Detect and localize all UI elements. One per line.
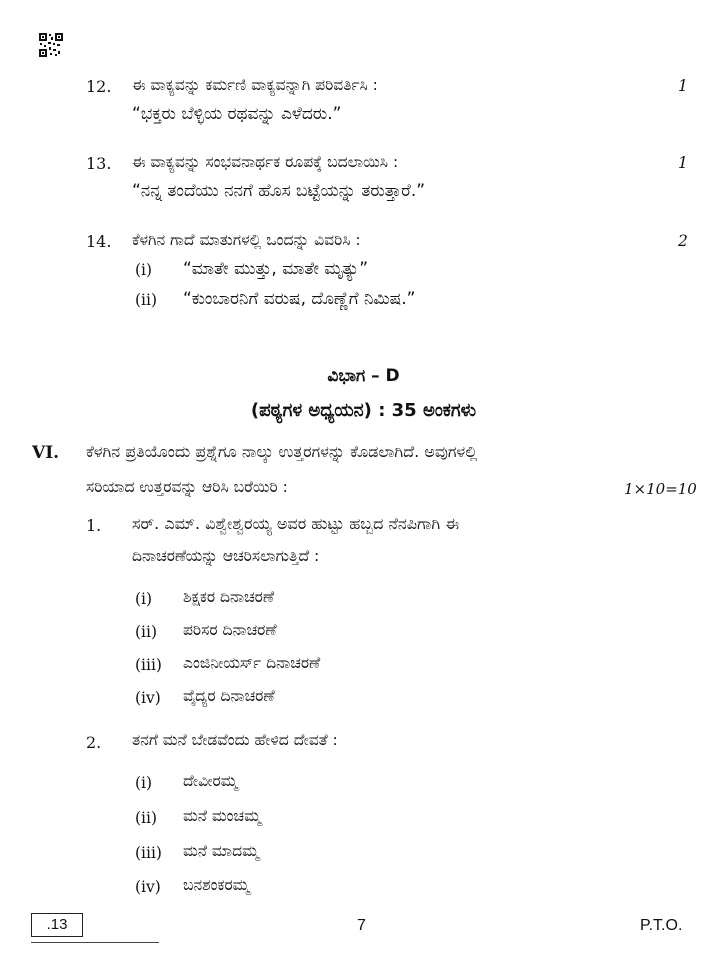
question-14-number: 14. bbox=[86, 232, 112, 251]
question-12-marks: 1 bbox=[678, 77, 688, 95]
mcq-1-option-text: ವೈದ್ಯರ ದಿನಾಚರಣೆ bbox=[183, 687, 275, 705]
mcq-1-option-label: (i) bbox=[135, 590, 153, 608]
qr-code-icon bbox=[39, 33, 63, 57]
please-turn-over: P.T.O. bbox=[640, 917, 683, 934]
mcq-1-option-text: ಶಿಕ್ಷಕರ ದಿನಾಚರಣೆ bbox=[183, 588, 275, 606]
question-12-text: ಈ ವಾಕ್ಯವನ್ನು ಕರ್ಮಣಿ ವಾಕ್ಯವನ್ನಾಗಿ ಪರಿವರ್ತಿಸಿ : bbox=[132, 76, 378, 94]
mcq-1-option-label: (iv) bbox=[135, 689, 161, 707]
question-12-quote: “ಭಕ್ತರು ಬೆಳ್ಳಿಯ ರಥವನ್ನು ಎಳೆದರು.” bbox=[132, 104, 342, 124]
question-13-number: 13. bbox=[86, 154, 112, 173]
section-subtitle-marks: : 35 ಅಂಕಗಳು bbox=[378, 400, 477, 421]
mcq-1-option-label: (iii) bbox=[135, 656, 162, 674]
mcq-2-option-label: (iii) bbox=[135, 844, 162, 862]
part-marks: 1×10=10 bbox=[624, 480, 697, 498]
question-14-option-label: (ii) bbox=[135, 291, 158, 309]
part-instructions-line1: ಕೆಳಗಿನ ಪ್ರತಿಯೊಂದು ಪ್ರಶ್ನೆಗೂ ನಾಲ್ಕು ಉತ್ತರಗಳನ್ನು ಕೊಡಲಾಗಿದೆ. ಅವುಗಳಲ್ಲಿ bbox=[86, 442, 478, 461]
question-13-quote: “ನನ್ನ ತಂದೆಯು ನನಗೆ ಹೊಸ ಬಟ್ಟೆಯನ್ನು ತರುತ್ತಾರೆ.” bbox=[132, 181, 426, 201]
mcq-1-option-text: ಪರಿಸರ ದಿನಾಚರಣೆ bbox=[183, 621, 277, 639]
mcq-2-option-label: (iv) bbox=[135, 878, 161, 896]
mcq-1-option-text: ಎಂಜಿನೀಯರ್ಸ್ ದಿನಾಚರಣೆ bbox=[183, 654, 321, 672]
question-14-option-text: “ಮಾತೇ ಮುತ್ತು, ಮಾತೇ ಮೃತ್ಯು” bbox=[183, 259, 369, 279]
mcq-2-option-text: ಮನೆ ಮಂಚಮ್ಮ bbox=[183, 807, 261, 825]
question-14-text: ಕೆಳಗಿನ ಗಾದೆ ಮಾತುಗಳಲ್ಲಿ ಒಂದನ್ನು ವಿವರಿಸಿ : bbox=[132, 231, 361, 249]
mcq-2-option-label: (ii) bbox=[135, 809, 158, 827]
question-13-marks: 1 bbox=[678, 154, 688, 172]
mcq-1-option-label: (ii) bbox=[135, 623, 158, 641]
section-subtitle-kannada: (ಪಠ್ಯಗಳ ಅಧ್ಯಯನ) bbox=[250, 400, 372, 421]
part-roman-numeral: VI. bbox=[32, 443, 60, 463]
mcq-2-option-text: ಬನಶಂಕರಮ್ಮ bbox=[183, 876, 250, 894]
page-number: 7 bbox=[357, 917, 366, 934]
mcq-2-text: ತನಗೆ ಮನೆ ಬೇಡವೆಂದು ಹೇಳಿದ ದೇವತೆ : bbox=[132, 731, 338, 749]
mcq-2-option-text: ದೇವೀರಮ್ಮ bbox=[183, 772, 238, 790]
mcq-2-option-text: ಮನೆ ಮಾದಮ್ಮ bbox=[183, 842, 259, 860]
mcq-1-number: 1. bbox=[86, 516, 102, 535]
question-14-option-label: (i) bbox=[135, 261, 153, 279]
mcq-2-number: 2. bbox=[86, 733, 102, 752]
mcq-1-text-line2: ದಿನಾಚರಣೆಯನ್ನು ಆಚರಿಸಲಾಗುತ್ತಿದೆ : bbox=[132, 547, 320, 565]
question-13-text: ಈ ವಾಕ್ಯವನ್ನು ಸಂಭವನಾರ್ಥಕ ರೂಪಕ್ಕೆ ಬದಲಾಯಿಸಿ : bbox=[132, 153, 399, 171]
section-title: ವಿಭಾಗ – D bbox=[327, 366, 400, 386]
mcq-2-option-label: (i) bbox=[135, 774, 153, 792]
question-14-option-text: “ಕುಂಬಾರನಿಗೆ ವರುಷ, ದೊಣ್ಣೆಗೆ ನಿಮಿಷ.” bbox=[183, 289, 416, 309]
question-12-number: 12. bbox=[86, 77, 112, 96]
paper-code-box: .13 bbox=[31, 913, 83, 937]
part-instructions-line2: ಸರಿಯಾದ ಉತ್ತರವನ್ನು ಆರಿಸಿ ಬರೆಯಿರಿ : bbox=[86, 478, 288, 496]
mcq-1-text-line1: ಸರ್. ಎಮ್. ವಿಶ್ವೇಶ್ವರಯ್ಯ ಅವರ ಹುಟ್ಟು ಹಬ್ಬದ ನೆನಪಿಗಾಗಿ ಈ bbox=[132, 514, 460, 533]
question-14-marks: 2 bbox=[678, 232, 688, 250]
section-subtitle bbox=[0, 400, 727, 421]
footer-rule bbox=[31, 942, 159, 943]
